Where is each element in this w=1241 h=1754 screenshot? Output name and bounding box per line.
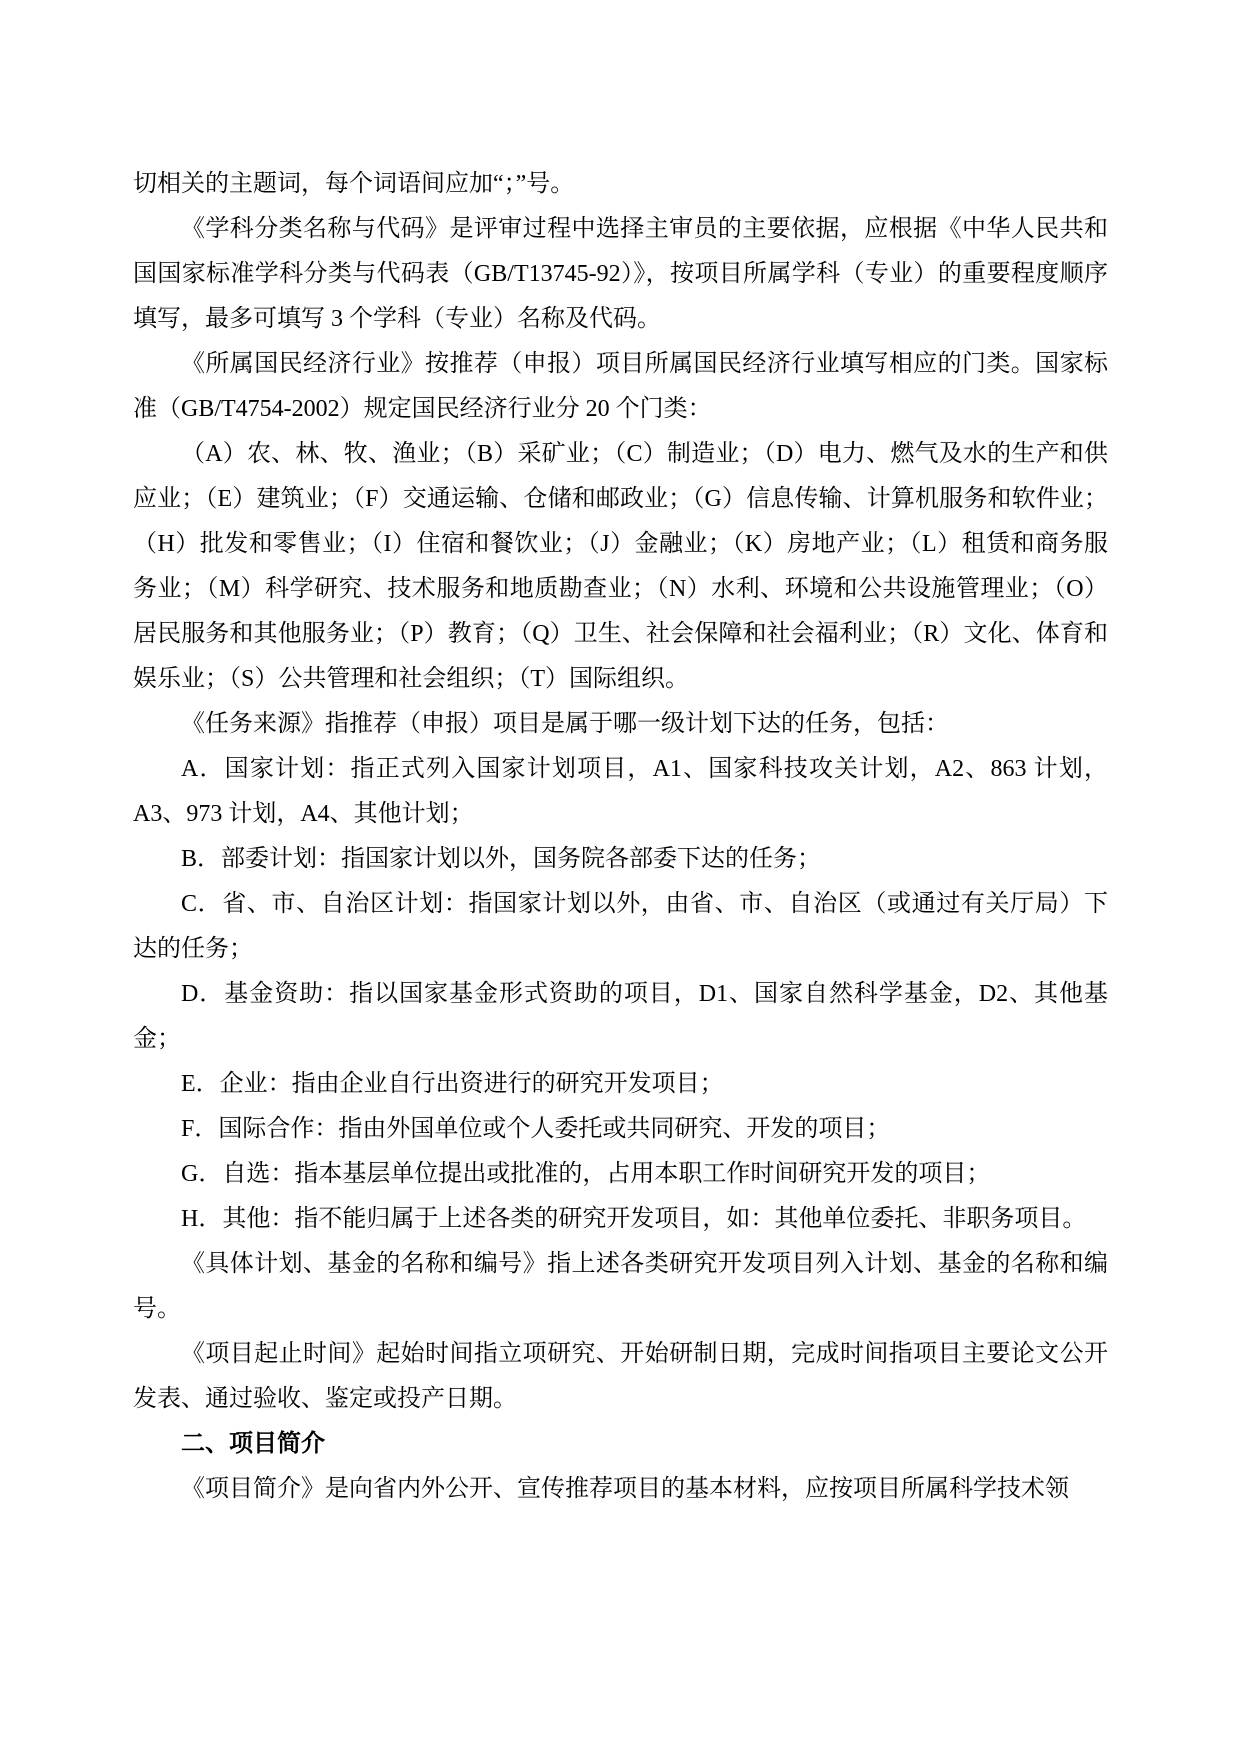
list-item-h-other: H．其他：指不能归属于上述各类的研究开发项目，如：其他单位委托、非职务项目。 [181,1206,1087,1232]
list-item-d-fund-support: D．基金资助：指以国家基金形式资助的项目，D1、国家自然科学基金，D2、其他基金； [133,981,1108,1052]
list-item-f-international-cooperation: F．国际合作：指由外国单位或个人委托或共同研究、开发的项目； [181,1116,891,1142]
paragraph-subject-classification-code: 《学科分类名称与代码》是评审过程中选择主审员的主要依据，应根据《中华人民共和国国家标准学科分类与代码表（GB/T13745-92）》，按项目所属学科（专业）的重要程度顺序填写，最多可填写 3 个学科（专业）名称及代码。 [133,216,1108,332]
list-item-b-ministry-plan: B．部委计划：指国家计划以外，国务院各部委下达的任务； [181,846,822,872]
list-item-a-national-plan: A．国家计划：指正式列入国家计划项目，A1、国家科技攻关计划，A2、863 计划，A3、973 计划，A4、其他计划； [133,756,1108,827]
paragraph-project-start-end-time: 《项目起止时间》起始时间指立项研究、开始研制日期，完成时间指项目主要论文公开发表、通过验收、鉴定或投产日期。 [133,1341,1108,1412]
paragraph-project-brief-intro: 《项目简介》是向省内外公开、宣传推荐项目的基本材料，应按项目所属科学技术领 [181,1476,1069,1502]
paragraph-task-source-intro: 《任务来源》指推荐（申报）项目是属于哪一级计划下达的任务，包括： [181,711,949,737]
paragraph-keywords-continuation: 切相关的主题词，每个词语间应加“；”号。 [133,171,575,197]
list-item-c-provincial-plan: C．省、市、自治区计划：指国家计划以外，由省、市、自治区（或通过有关厅局）下达的任务； [133,891,1108,962]
document-body [133,162,1108,1512]
paragraph-plan-fund-name-number: 《具体计划、基金的名称和编号》指上述各类研究开发项目列入计划、基金的名称和编号。 [133,1251,1108,1322]
list-item-g-self-selected: G．自选：指本基层单位提出或批准的，占用本职工作时间研究开发的项目； [181,1161,991,1187]
paragraph-national-economy-industry: 《所属国民经济行业》按推荐（申报）项目所属国民经济行业填写相应的门类。国家标准（GB/T4754-2002）规定国民经济行业分 20 个门类： [133,351,1108,422]
section-heading-project-brief: 二、项目简介 [181,1431,325,1457]
paragraph-industry-category-list: （A）农、林、牧、渔业；（B）采矿业；（C）制造业；（D）电力、燃气及水的生产和供应业；（E）建筑业；（F）交通运输、仓储和邮政业；（G）信息传输、计算机服务和软件业；（H）批发和零售业；（I）住宿和餐饮业；（J）金融业；（K）房地产业；（L）租赁和商务服务业；（M）科学研究、技术服务和地质勘查业；（N）水利、环境和公共设施管理业；（O）居民服务和其他服务业；（P）教育；（Q）卫生、社会保障和社会福利业；（R）文化、体育和娱乐业；（S）公共管理和社会组织；（T）国际组织。 [133,441,1108,692]
list-item-e-enterprise: E．企业：指由企业自行出资进行的研究开发项目； [181,1071,724,1097]
